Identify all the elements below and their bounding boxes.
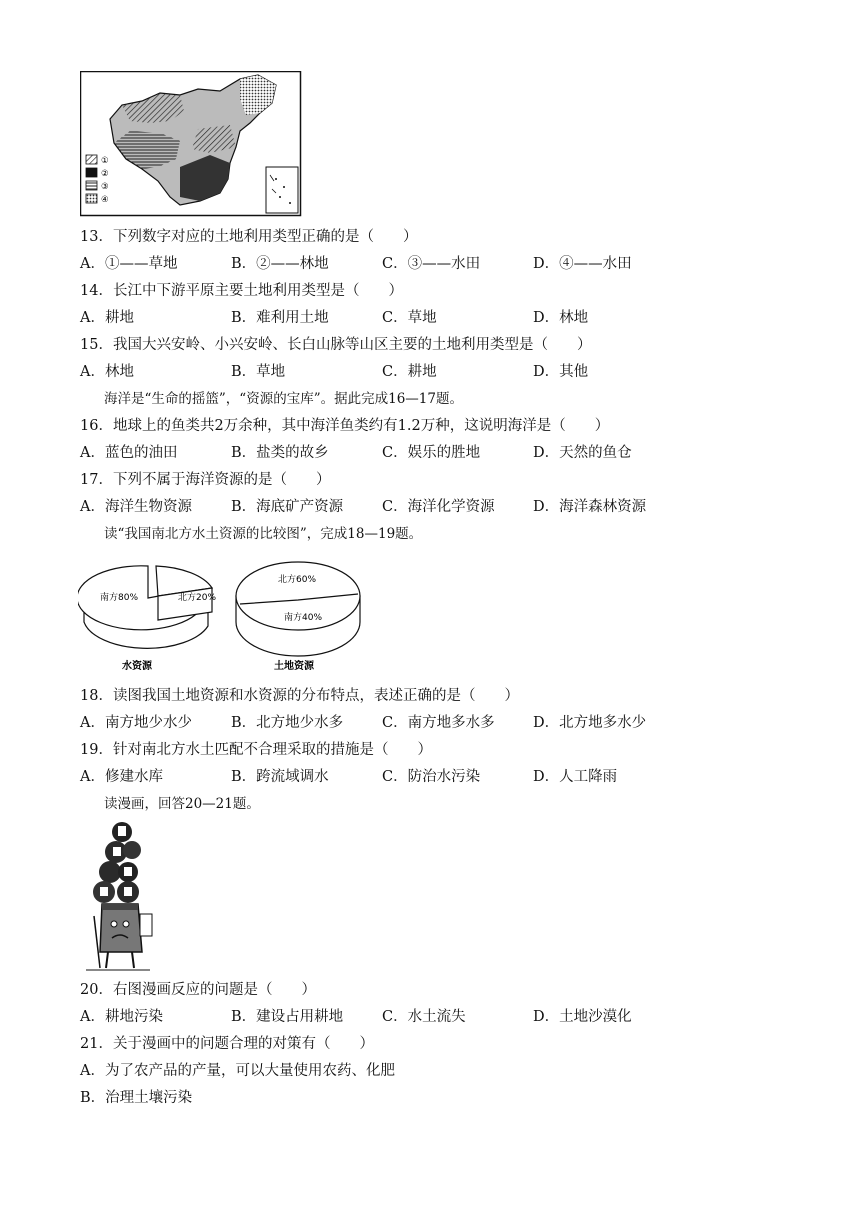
q13-option-c[interactable]: C．③——水田 <box>382 256 481 272</box>
q20-stem: 20．右图漫画反应的问题是（ ） <box>80 982 316 998</box>
q14-option-d[interactable]: D．林地 <box>533 310 589 326</box>
q21-stem: 21．关于漫画中的问题合理的对策有（ ） <box>80 1036 374 1052</box>
land-south-label: 南方40% <box>284 613 323 623</box>
q21-option-a[interactable]: A．为了农产品的产量，可以大量使用农药、化肥 <box>80 1063 395 1079</box>
q15-option-c[interactable]: C．耕地 <box>382 364 437 380</box>
water-pie <box>78 566 216 672</box>
q17-option-b[interactable]: B．海底矿产资源 <box>231 499 344 515</box>
water-north-label: 北方20% <box>178 593 217 603</box>
q15-stem: 15．我国大兴安岭、小兴安岭、长白山脉等山区主要的土地利用类型是（ ） <box>80 337 592 353</box>
q16-option-c[interactable]: C．娱乐的胜地 <box>382 445 481 461</box>
intro-20-21: 读漫画，回答20—21题。 <box>104 796 260 812</box>
q16-option-b[interactable]: B．盐类的故乡 <box>231 445 329 461</box>
land-north-label: 北方60% <box>278 575 317 585</box>
map-legend-3: ③ <box>101 182 109 192</box>
q20-option-c[interactable]: C．水土流失 <box>382 1009 466 1025</box>
land-caption: 土地资源 <box>274 661 314 672</box>
q17-option-d[interactable]: D．海洋森林资源 <box>533 499 647 515</box>
cartoon-figure <box>80 820 160 972</box>
q18-option-d[interactable]: D．北方地多水少 <box>533 715 647 731</box>
water-land-pie-figure <box>78 552 368 676</box>
q13-option-a[interactable]: A．①——草地 <box>80 256 178 272</box>
map-legend-4: ④ <box>101 195 109 205</box>
intro-18-19: 读“我国南北方水土资源的比较图”，完成18—19题。 <box>104 526 423 542</box>
q14-option-a[interactable]: A．耕地 <box>80 310 134 326</box>
q16-option-a[interactable]: A．蓝色的油田 <box>80 445 178 461</box>
china-land-use-map <box>80 71 302 217</box>
intro-16-17: 海洋是“生命的摇篮”，“资源的宝库”。据此完成16—17题。 <box>104 391 463 407</box>
map-legend-2: ② <box>101 169 109 179</box>
q13-option-b[interactable]: B．②——林地 <box>231 256 329 272</box>
q20-option-d[interactable]: D．土地沙漠化 <box>533 1009 632 1025</box>
q15-option-d[interactable]: D．其他 <box>533 364 589 380</box>
q17-option-c[interactable]: C．海洋化学资源 <box>382 499 495 515</box>
q16-option-d[interactable]: D．天然的鱼仓 <box>533 445 632 461</box>
q13-stem: 13．下列数字对应的土地利用类型正确的是（ ） <box>80 229 418 245</box>
q17-option-a[interactable]: A．海洋生物资源 <box>80 499 192 515</box>
q17-stem: 17．下列不属于海洋资源的是（ ） <box>80 472 331 488</box>
q16-stem: 16．地球上的鱼类共2万余种，其中海洋鱼类约有1.2万种，这说明海洋是（ ） <box>80 418 610 434</box>
q14-option-b[interactable]: B．难利用土地 <box>231 310 329 326</box>
map-legend-1: ① <box>101 156 109 166</box>
q21-option-b[interactable]: B．治理土壤污染 <box>80 1090 193 1106</box>
q19-option-b[interactable]: B．跨流域调水 <box>231 769 329 785</box>
q14-stem: 14．长江中下游平原主要土地利用类型是（ ） <box>80 283 403 299</box>
q20-option-b[interactable]: B．建设占用耕地 <box>231 1009 344 1025</box>
q19-stem: 19．针对南北方水土匹配不合理采取的措施是（ ） <box>80 742 432 758</box>
q19-option-c[interactable]: C．防治水污染 <box>382 769 481 785</box>
q19-option-d[interactable]: D．人工降雨 <box>533 769 618 785</box>
land-pie <box>236 562 360 672</box>
q18-stem: 18．读图我国土地资源和水资源的分布特点，表述正确的是（ ） <box>80 688 519 704</box>
q18-option-c[interactable]: C．南方地多水多 <box>382 715 495 731</box>
q13-option-d[interactable]: D．④——水田 <box>533 256 632 272</box>
water-south-label: 南方80% <box>100 593 139 603</box>
q20-option-a[interactable]: A．耕地污染 <box>80 1009 163 1025</box>
q15-option-b[interactable]: B．草地 <box>231 364 286 380</box>
q18-option-b[interactable]: B．北方地少水多 <box>231 715 344 731</box>
q15-option-a[interactable]: A．林地 <box>80 364 134 380</box>
q18-option-a[interactable]: A．南方地少水少 <box>80 715 192 731</box>
q19-option-a[interactable]: A．修建水库 <box>80 769 163 785</box>
water-caption: 水资源 <box>122 661 152 672</box>
q14-option-c[interactable]: C．草地 <box>382 310 437 326</box>
